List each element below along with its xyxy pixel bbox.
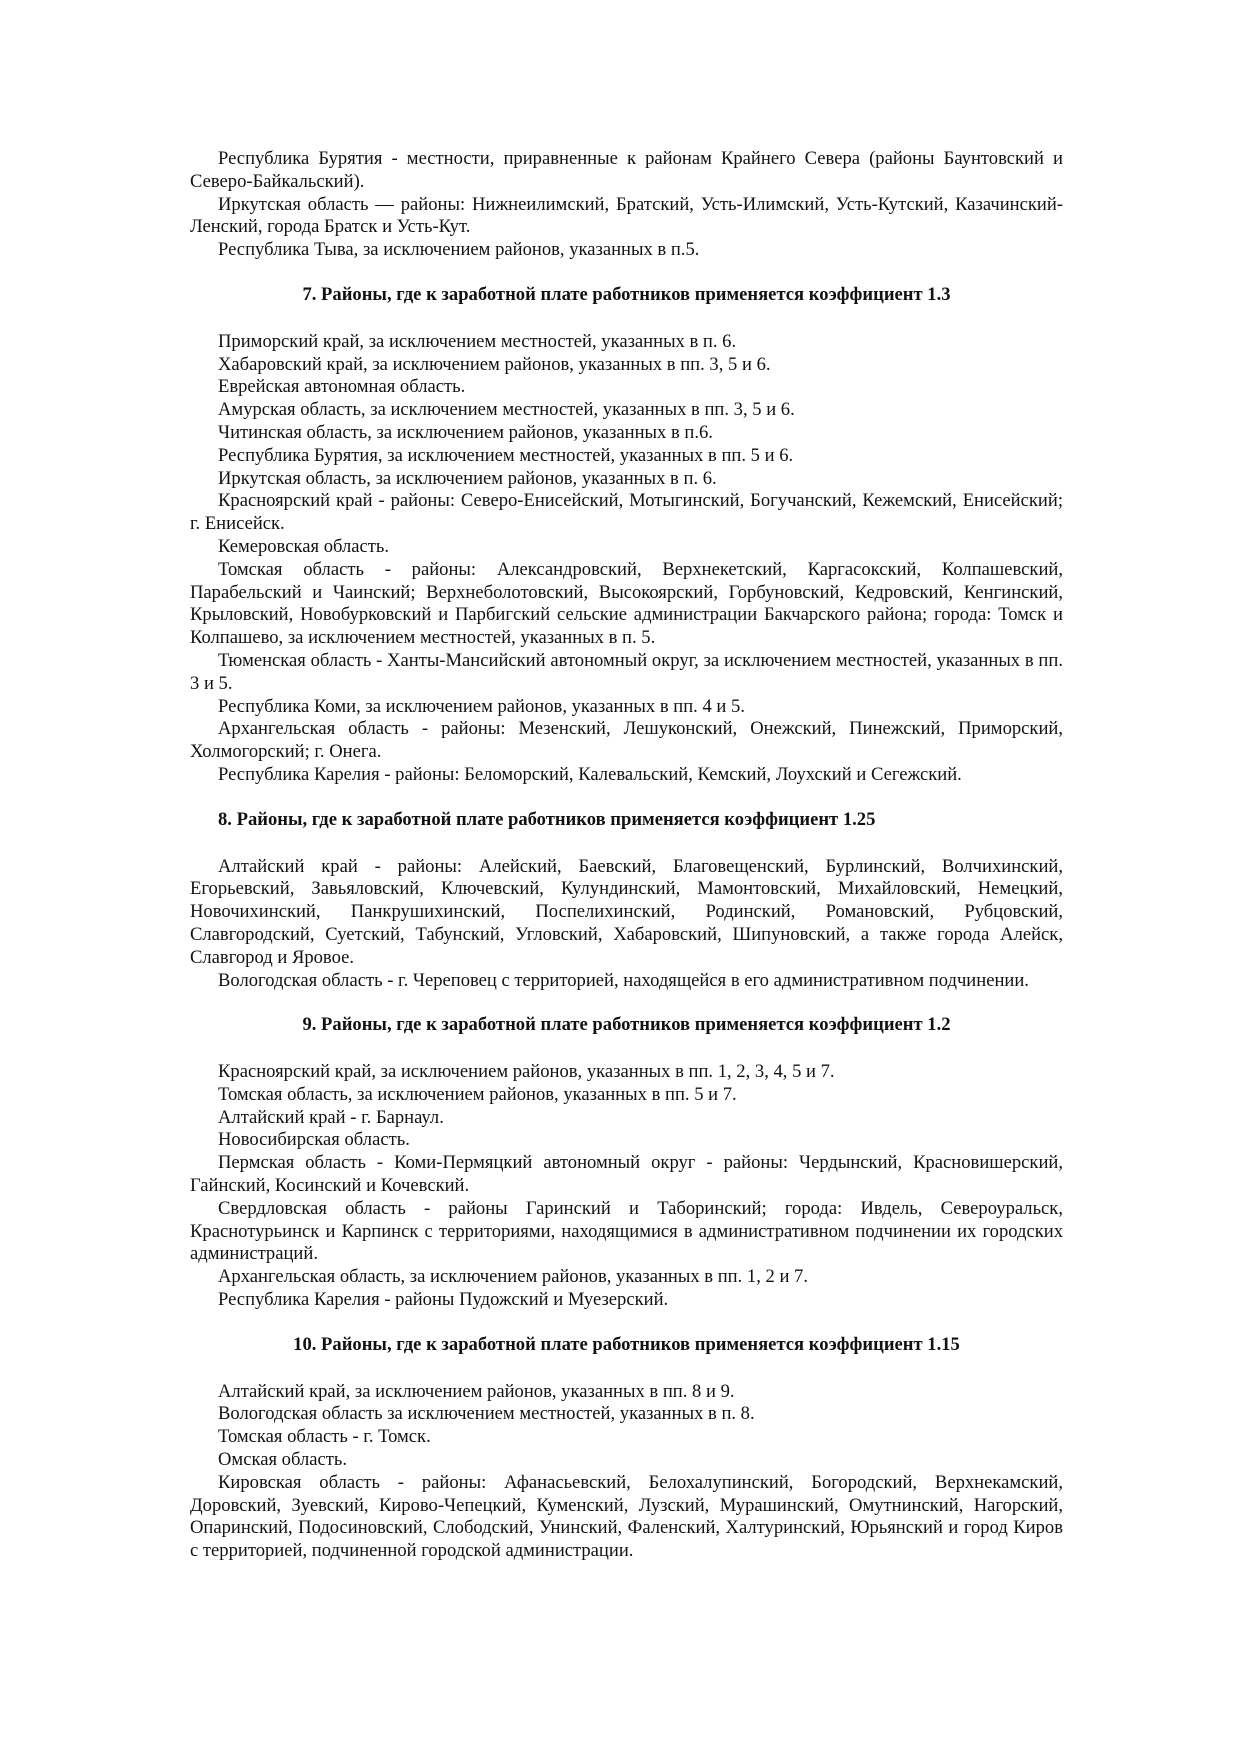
paragraph: Иркутская область, за исключением районов, указанных в п. 6. [218,467,717,489]
paragraph: Еврейская автономная область. [218,376,466,398]
section-9 [190,992,1063,1312]
paragraph: Иркутская область — районы: Нижнеилимский, Братский, Усть-Илимский, Усть-Кутский, Казачинский-Ленский, города Братск и Усть-Кут. [190,193,1063,238]
paragraph: Приморский край, за исключением местностей, указанных в п. 6. [218,330,737,352]
paragraph: Амурская область, за исключением местностей, указанных в пп. 3, 5 и 6. [218,399,795,421]
paragraph: Новосибирская область. [218,1129,410,1151]
paragraph: Томская область - районы: Александровский, Верхнекетский, Каргасокский, Колпашевский, Парабельский и Чаинский; Верхнеболотовский, Высокоярский, Горбуновский, Кедровский, Кенгинский, Крыловский, Новобурковский и Парбигский сельские администрации Бакчарского района; города: Томск и Колпашево, за исключением местностей, указанных в п. 5. [190,558,1063,649]
paragraph: Кемеровская область. [218,535,390,557]
paragraph: Хабаровский край, за исключением районов, указанных в пп. 3, 5 и 6. [218,353,771,375]
paragraph: Красноярский край - районы: Северо-Енисейский, Мотыгинский, Богучанский, Кежемский, Енисейский; г. Енисейск. [190,490,1063,535]
paragraph: Архангельская область - районы: Мезенский, Лешуконский, Онежский, Пинежский, Приморский, Холмогорский; г. Онега. [190,718,1063,763]
paragraph: Алтайский край, за исключением районов, указанных в пп. 8 и 9. [218,1380,735,1402]
paragraph: Республика Карелия - районы Пудожский и Муезерский. [218,1289,669,1311]
section-heading: 9. Районы, где к заработной плате работников применяется коэффициент 1.2 [302,1014,951,1036]
section-heading: 7. Районы, где к заработной плате работников применяется коэффициент 1.3 [302,283,951,305]
paragraph: Архангельская область, за исключением районов, указанных в пп. 1, 2 и 7. [218,1266,808,1288]
section-7 [190,262,1063,787]
intro-block [190,148,1063,262]
paragraph: Республика Карелия - районы: Беломорский, Калевальский, Кемский, Лоухский и Сегежский. [218,763,962,785]
paragraph: Омская область. [218,1449,347,1471]
paragraph: Тюменская область - Ханты-Мансийский автономный округ, за исключением местностей, указанных в пп. 3 и 5. [190,649,1063,694]
paragraph: Красноярский край, за исключением районов, указанных в пп. 1, 2, 3, 4, 5 и 7. [218,1061,835,1083]
paragraph: Республика Коми, за исключением районов, указанных в пп. 4 и 5. [218,695,745,717]
paragraph: Читинская область, за исключением районов, указанных в п.6. [218,421,713,443]
section-heading: 8. Районы, где к заработной плате работников применяется коэффициент 1.25 [218,808,876,830]
paragraph: Республика Бурятия - местности, приравненные к районам Крайнего Севера (районы Баунтовский и Северо-Байкальский). [190,148,1063,192]
paragraph: Вологодская область - г. Череповец с территорией, находящейся в его административном подчинении. [218,969,1029,991]
paragraph: Пермская область - Коми-Пермяцкий автономный округ - районы: Чердынский, Красновишерский, Гайнский, Косинский и Кочевский. [190,1152,1063,1197]
section-heading: 10. Районы, где к заработной плате работников применяется коэффициент 1.15 [293,1333,960,1355]
paragraph: Алтайский край - районы: Алейский, Баевский, Благовещенский, Бурлинский, Волчихинский, Егорьевский, Завьяловский, Ключевский, Кулундинский, Мамонтовский, Михайловский, Немецкий, Новочихинский, Панкрушихинский, Поспелихинский, Родинский, Романовский, Рубцовский, Славгородский, Суетский, Табунский, Угловский, Хабаровский, Шипуновский, а также города Алейск, Славгород и Яровое. [190,855,1063,968]
paragraph: Алтайский край - г. Барнаул. [218,1106,444,1128]
paragraph: Республика Тыва, за исключением районов, указанных в п.5. [218,239,700,261]
paragraph: Вологодская область за исключением местностей, указанных в п. 8. [218,1403,755,1425]
section-8 [190,787,1063,993]
paragraph: Томская область, за исключением районов, указанных в пп. 5 и 7. [218,1083,737,1105]
paragraph: Республика Бурятия, за исключением местностей, указанных в пп. 5 и 6. [218,444,794,466]
section-10 [190,1312,1063,1563]
paragraph: Кировская область - районы: Афанасьевский, Белохалупинский, Богородский, Верхнекамский, Доровский, Зуевский, Кирово-Чепецкий, Куменский, Лузский, Мурашинский, Омутнинский, Нагорский, Опаринский, Подосиновский, Слободский, Унинский, Фаленский, Халтуринский, Юрьянский и город Киров с территорией, подчиненной городской администрации. [190,1471,1063,1562]
paragraph: Томская область - г. Томск. [218,1426,431,1448]
paragraph: Свердловская область - районы Гаринский и Таборинский; города: Ивдель, Североуральск, Краснотурьинск и Карпинск с территориями, находящимися в административном подчинении их городских администраций. [190,1197,1063,1265]
